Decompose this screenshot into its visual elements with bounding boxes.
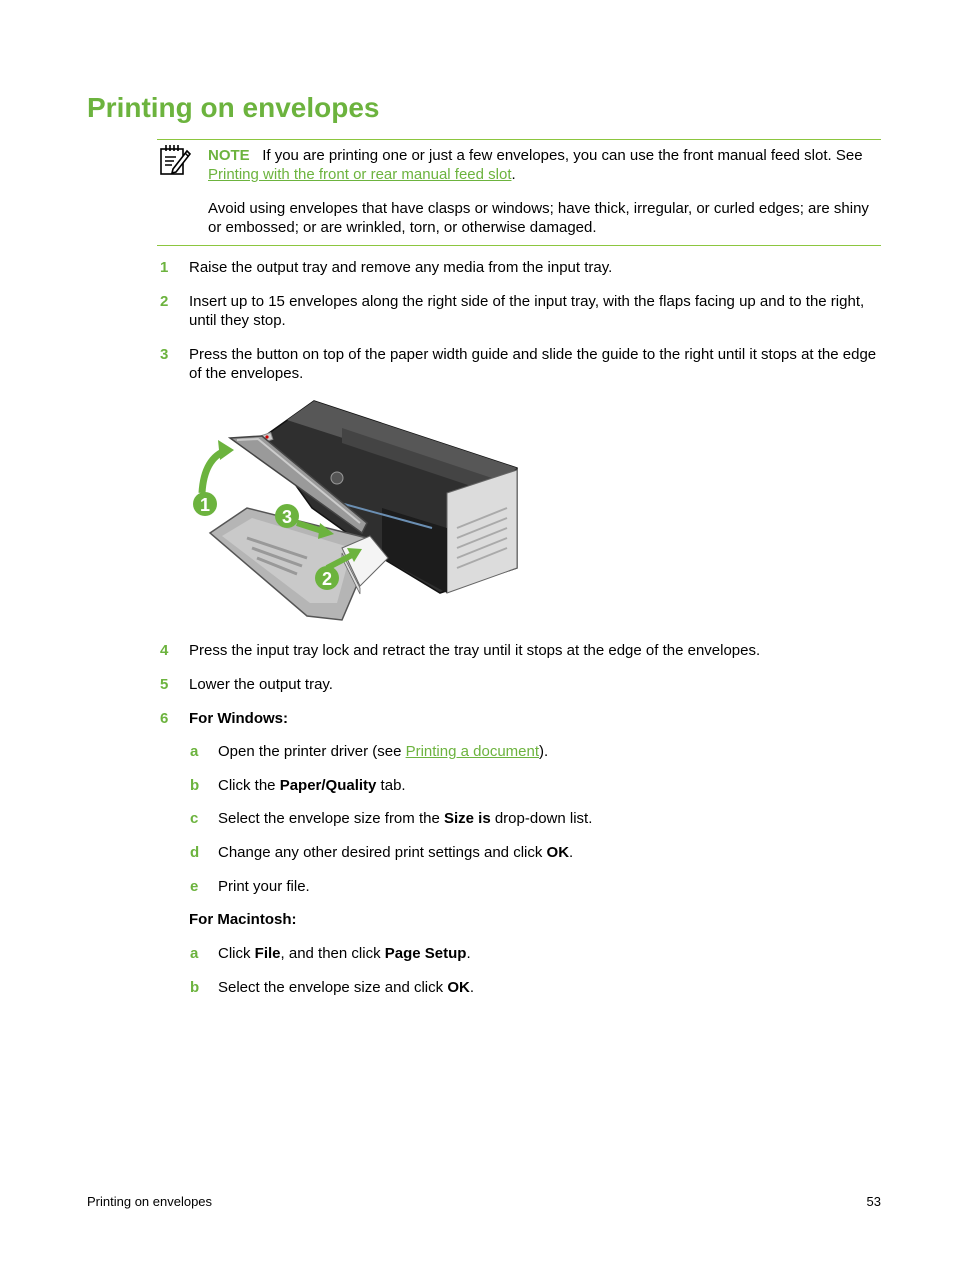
substep-bold: File [254, 945, 281, 962]
callout-2 [315, 566, 339, 590]
substep-text-part: Select the envelope size and click [218, 979, 448, 996]
substep-letter: a [190, 743, 199, 760]
step-number: 4 [160, 642, 169, 659]
note-paragraph-2: Avoid using envelopes that have clasps or windows; have thick, irregular, or curled edges; are shiny or embossed; or are wrinkled, torn, or otherwise damaged. [208, 200, 869, 236]
step-text: Press the input tray lock and retract the tray until it stops at the edge of the envelopes. [189, 642, 761, 659]
step-number: 3 [160, 346, 169, 363]
step-number: 2 [160, 293, 169, 310]
step-text: Raise the output tray and remove any media from the input tray. [189, 259, 613, 276]
substep-text-part: Open the printer driver (see [218, 743, 406, 760]
substep-text [218, 978, 878, 997]
step-text: Insert up to 15 envelopes along the right side of the input tray, with the flaps facing up and to the right, until they stop. [189, 293, 865, 329]
substep-text: Print your file. [218, 878, 310, 895]
page-title: Printing on envelopes [87, 92, 380, 123]
substep-letter: b [190, 979, 200, 996]
substep-text-part: Click [218, 945, 255, 962]
substep-bold: OK [447, 979, 470, 996]
note-paragraph [208, 146, 880, 184]
substep-text [218, 809, 878, 828]
substep-bold: Page Setup [384, 945, 467, 962]
substep-text-part: . [469, 979, 474, 996]
substep-text [218, 944, 878, 963]
printing-document-link[interactable]: Printing a document [405, 743, 540, 760]
substep-text-part: tab. [376, 777, 406, 794]
substep-bold: OK [546, 844, 570, 861]
note-period: . [511, 166, 516, 183]
step-number: 1 [160, 259, 169, 276]
substep-letter: e [190, 878, 199, 895]
substep-bold: Paper/Quality [279, 777, 377, 794]
substep-letter: d [190, 844, 200, 861]
substep-text-part: drop-down list. [490, 810, 593, 827]
substep-text-part: Click the [218, 777, 280, 794]
substep-text-part: Change any other desired print settings and click [218, 844, 547, 861]
svg-text:2: 2 [321, 569, 333, 589]
substep-text-part: ). [539, 743, 549, 760]
substep-letter: b [190, 777, 200, 794]
step-number: 6 [160, 710, 169, 727]
page-number: 53 [866, 1194, 881, 1209]
footer-section-title: Printing on envelopes [87, 1194, 213, 1209]
substep-bold: Size is [443, 810, 491, 827]
note-text: If you are printing one or just a few envelopes, you can use the front manual feed slot. See [262, 147, 863, 164]
note-label: NOTE [208, 147, 250, 164]
callout-1 [193, 492, 217, 516]
svg-text:3: 3 [281, 507, 293, 527]
substep-text-part: . [466, 945, 471, 962]
note-pencil-icon [158, 143, 192, 177]
svg-text:1: 1 [199, 495, 211, 515]
substep-text [218, 742, 878, 761]
substep-text [218, 776, 878, 795]
mac-heading: For Macintosh: [189, 911, 297, 928]
step-text: Lower the output tray. [189, 676, 333, 693]
substep-text-part: . [569, 844, 574, 861]
windows-heading: For Windows: [189, 710, 289, 727]
substep-letter: c [190, 810, 199, 827]
note-bottom-rule [157, 245, 881, 246]
substep-text-part: Select the envelope size from the [218, 810, 444, 827]
substep-letter: a [190, 945, 199, 962]
step-text: Press the button on top of the paper width guide and slide the guide to the right until it stops at the edge of the envelopes. [189, 346, 877, 382]
substep-text [218, 843, 878, 862]
manual-feed-slot-link[interactable]: Printing with the front or rear manual feed slot [208, 166, 512, 183]
step-number: 5 [160, 676, 169, 693]
hp-logo [331, 472, 343, 484]
substep-text-part: , and then click [280, 945, 385, 962]
printer-illustration [192, 398, 524, 624]
note-top-rule [157, 139, 881, 140]
callout-3 [275, 504, 299, 528]
